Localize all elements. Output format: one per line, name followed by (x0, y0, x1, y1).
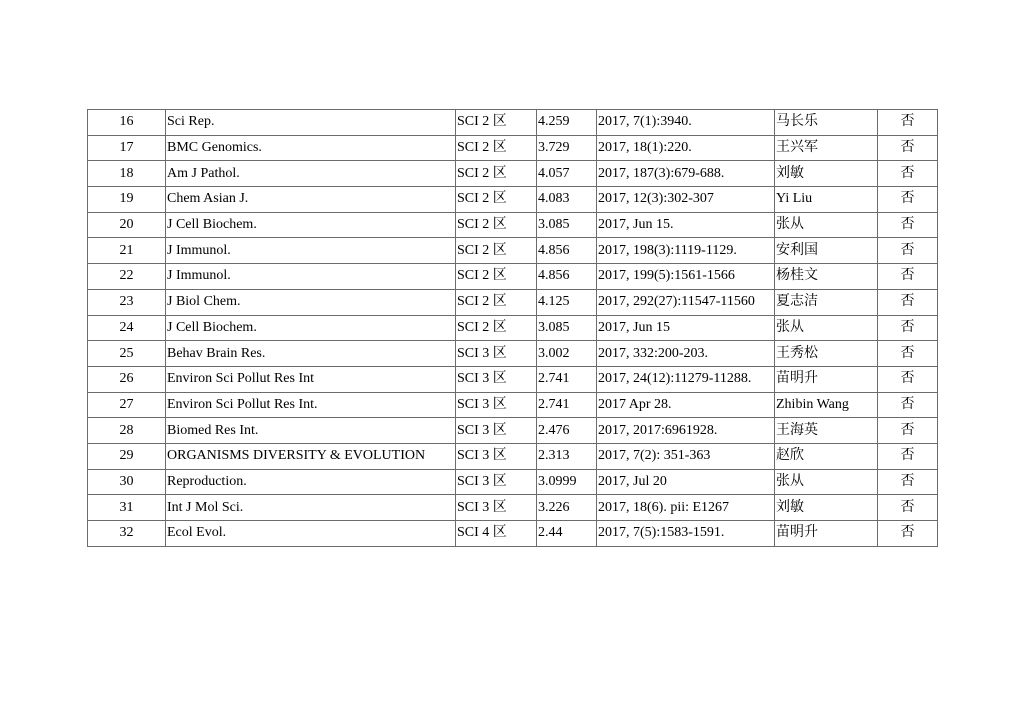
table-row (88, 289, 938, 315)
impact-factor-cell: 3.002 (537, 341, 597, 367)
sci-zone-cell: SCI 2 区 (456, 238, 537, 264)
journal-cell: Behav Brain Res. (166, 341, 456, 367)
row-number-cell: 17 (88, 135, 166, 161)
impact-factor-cell: 2.313 (537, 443, 597, 469)
table-row (88, 315, 938, 341)
sci-zone-cell: SCI 2 区 (456, 289, 537, 315)
volume-pages-cell: 2017, 332:200-203. (597, 341, 775, 367)
flag-cell: 否 (878, 341, 938, 367)
author-cell: 王秀松 (775, 341, 878, 367)
sci-zone-cell: SCI 2 区 (456, 135, 537, 161)
flag-cell: 否 (878, 418, 938, 444)
volume-pages-cell: 2017 Apr 28. (597, 392, 775, 418)
impact-factor-cell: 3.085 (537, 212, 597, 238)
flag-cell: 否 (878, 212, 938, 238)
journal-cell: Environ Sci Pollut Res Int (166, 366, 456, 392)
author-cell: 刘敏 (775, 495, 878, 521)
table-row (88, 187, 938, 213)
journal-cell: ORGANISMS DIVERSITY & EVOLUTION (166, 443, 456, 469)
impact-factor-cell: 4.856 (537, 264, 597, 290)
table-row (88, 366, 938, 392)
row-number-cell: 29 (88, 443, 166, 469)
author-cell: 杨桂文 (775, 264, 878, 290)
journal-cell: J Cell Biochem. (166, 212, 456, 238)
volume-pages-cell: 2017, 7(2): 351-363 (597, 443, 775, 469)
sci-zone-cell: SCI 2 区 (456, 212, 537, 238)
volume-pages-cell: 2017, 7(1):3940. (597, 110, 775, 136)
volume-pages-cell: 2017, 199(5):1561-1566 (597, 264, 775, 290)
table-row (88, 212, 938, 238)
volume-pages-cell: 2017, 7(5):1583-1591. (597, 521, 775, 547)
row-number-cell: 20 (88, 212, 166, 238)
author-cell: 夏志洁 (775, 289, 878, 315)
impact-factor-cell: 4.856 (537, 238, 597, 264)
row-number-cell: 22 (88, 264, 166, 290)
journal-cell: J Biol Chem. (166, 289, 456, 315)
sci-zone-cell: SCI 4 区 (456, 521, 537, 547)
journal-cell: Sci Rep. (166, 110, 456, 136)
author-cell: 马长乐 (775, 110, 878, 136)
journal-cell: Biomed Res Int. (166, 418, 456, 444)
flag-cell: 否 (878, 495, 938, 521)
journal-cell: BMC Genomics. (166, 135, 456, 161)
sci-zone-cell: SCI 3 区 (456, 495, 537, 521)
journal-cell: Environ Sci Pollut Res Int. (166, 392, 456, 418)
flag-cell: 否 (878, 238, 938, 264)
flag-cell: 否 (878, 135, 938, 161)
flag-cell: 否 (878, 469, 938, 495)
impact-factor-cell: 4.259 (537, 110, 597, 136)
row-number-cell: 30 (88, 469, 166, 495)
journal-cell: Am J Pathol. (166, 161, 456, 187)
impact-factor-cell: 4.125 (537, 289, 597, 315)
row-number-cell: 21 (88, 238, 166, 264)
table-row (88, 443, 938, 469)
table-row (88, 392, 938, 418)
flag-cell: 否 (878, 315, 938, 341)
volume-pages-cell: 2017, 12(3):302-307 (597, 187, 775, 213)
table-row (88, 418, 938, 444)
volume-pages-cell: 2017, 292(27):11547-11560 (597, 289, 775, 315)
table-row (88, 264, 938, 290)
author-cell: 苗明升 (775, 521, 878, 547)
table-row (88, 495, 938, 521)
journal-cell: Chem Asian J. (166, 187, 456, 213)
journal-cell: J Immunol. (166, 238, 456, 264)
flag-cell: 否 (878, 521, 938, 547)
author-cell: 张从 (775, 212, 878, 238)
row-number-cell: 23 (88, 289, 166, 315)
author-cell: 王海英 (775, 418, 878, 444)
volume-pages-cell: 2017, 18(1):220. (597, 135, 775, 161)
impact-factor-cell: 3.729 (537, 135, 597, 161)
row-number-cell: 19 (88, 187, 166, 213)
row-number-cell: 24 (88, 315, 166, 341)
journal-cell: Int J Mol Sci. (166, 495, 456, 521)
volume-pages-cell: 2017, Jul 20 (597, 469, 775, 495)
flag-cell: 否 (878, 264, 938, 290)
sci-zone-cell: SCI 3 区 (456, 366, 537, 392)
row-number-cell: 27 (88, 392, 166, 418)
sci-zone-cell: SCI 2 区 (456, 315, 537, 341)
sci-zone-cell: SCI 3 区 (456, 392, 537, 418)
author-cell: 王兴军 (775, 135, 878, 161)
author-cell: 赵欣 (775, 443, 878, 469)
row-number-cell: 28 (88, 418, 166, 444)
row-number-cell: 32 (88, 521, 166, 547)
sci-zone-cell: SCI 2 区 (456, 187, 537, 213)
row-number-cell: 25 (88, 341, 166, 367)
row-number-cell: 31 (88, 495, 166, 521)
volume-pages-cell: 2017, 18(6). pii: E1267 (597, 495, 775, 521)
sci-zone-cell: SCI 2 区 (456, 264, 537, 290)
publication-table (87, 109, 938, 547)
table-row (88, 341, 938, 367)
volume-pages-cell: 2017, Jun 15 (597, 315, 775, 341)
row-number-cell: 18 (88, 161, 166, 187)
table-row (88, 238, 938, 264)
sci-zone-cell: SCI 3 区 (456, 341, 537, 367)
impact-factor-cell: 3.085 (537, 315, 597, 341)
table-row (88, 521, 938, 547)
table-row (88, 161, 938, 187)
volume-pages-cell: 2017, 187(3):679-688. (597, 161, 775, 187)
table-row (88, 469, 938, 495)
sci-zone-cell: SCI 2 区 (456, 161, 537, 187)
author-cell: Zhibin Wang (775, 392, 878, 418)
author-cell: 苗明升 (775, 366, 878, 392)
flag-cell: 否 (878, 289, 938, 315)
impact-factor-cell: 3.226 (537, 495, 597, 521)
impact-factor-cell: 2.741 (537, 366, 597, 392)
row-number-cell: 26 (88, 366, 166, 392)
flag-cell: 否 (878, 161, 938, 187)
table-row (88, 135, 938, 161)
sci-zone-cell: SCI 3 区 (456, 469, 537, 495)
author-cell: 刘敏 (775, 161, 878, 187)
sci-zone-cell: SCI 3 区 (456, 443, 537, 469)
author-cell: 安利国 (775, 238, 878, 264)
flag-cell: 否 (878, 392, 938, 418)
impact-factor-cell: 2.476 (537, 418, 597, 444)
sci-zone-cell: SCI 3 区 (456, 418, 537, 444)
impact-factor-cell: 2.741 (537, 392, 597, 418)
flag-cell: 否 (878, 366, 938, 392)
impact-factor-cell: 4.057 (537, 161, 597, 187)
journal-cell: J Immunol. (166, 264, 456, 290)
flag-cell: 否 (878, 187, 938, 213)
author-cell: Yi Liu (775, 187, 878, 213)
journal-cell: Ecol Evol. (166, 521, 456, 547)
journal-cell: Reproduction. (166, 469, 456, 495)
publication-table-body (88, 110, 938, 547)
impact-factor-cell: 4.083 (537, 187, 597, 213)
impact-factor-cell: 2.44 (537, 521, 597, 547)
volume-pages-cell: 2017, Jun 15. (597, 212, 775, 238)
author-cell: 张从 (775, 315, 878, 341)
volume-pages-cell: 2017, 2017:6961928. (597, 418, 775, 444)
impact-factor-cell: 3.0999 (537, 469, 597, 495)
volume-pages-cell: 2017, 198(3):1119-1129. (597, 238, 775, 264)
author-cell: 张从 (775, 469, 878, 495)
flag-cell: 否 (878, 443, 938, 469)
journal-cell: J Cell Biochem. (166, 315, 456, 341)
row-number-cell: 16 (88, 110, 166, 136)
volume-pages-cell: 2017, 24(12):11279-11288. (597, 366, 775, 392)
table-row (88, 110, 938, 136)
sci-zone-cell: SCI 2 区 (456, 110, 537, 136)
flag-cell: 否 (878, 110, 938, 136)
